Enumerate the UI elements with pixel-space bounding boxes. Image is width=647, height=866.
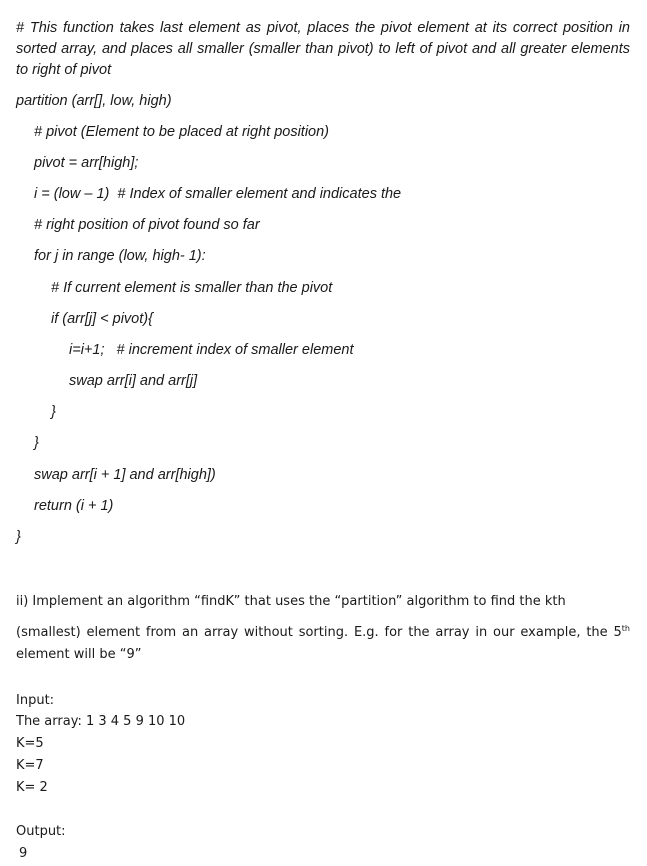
input-k-2: K=7 <box>16 758 44 773</box>
code-pivot-comment: # pivot (Element to be placed at right position) <box>34 124 329 140</box>
code-return: return (i + 1) <box>34 498 114 514</box>
output-label: Output: <box>16 824 66 839</box>
question-superscript: th <box>621 624 630 633</box>
code-swap-outer: swap arr[i + 1] and arr[high]) <box>34 467 216 483</box>
input-k-3: K= 2 <box>16 780 48 795</box>
code-partition-signature: partition (arr[], low, high) <box>16 93 172 109</box>
code-close-func: } <box>16 529 21 545</box>
code-i-assign: i = (low – 1) # Index of smaller element and indicates the <box>34 186 402 202</box>
code-for-loop: for j in range (low, high- 1): <box>34 248 206 264</box>
question-line-1: ii) Implement an algorithm “findK” that uses the “partition” algorithm to find the kth <box>16 594 566 609</box>
code-i-comment-cont: # right position of pivot found so far <box>34 217 260 233</box>
code-if-stmt: if (arr[j] < pivot){ <box>51 311 153 327</box>
output-value: 9 <box>19 846 28 861</box>
code-swap-inner: swap arr[i] and arr[j] <box>69 373 198 389</box>
input-array-line: The array: 1 3 4 5 9 10 10 <box>16 714 186 729</box>
question-body <box>16 622 630 666</box>
code-if-comment: # If current element is smaller than the pivot <box>51 280 333 296</box>
question-line-3: element will be “9” <box>16 647 142 662</box>
code-close-for: } <box>34 435 39 451</box>
code-close-if: } <box>51 404 56 420</box>
question-line-2: (smallest) element from an array without sorting. E.g. for the array in our example, the 5 <box>16 625 622 640</box>
code-increment: i=i+1; # increment index of smaller element <box>69 342 354 358</box>
function-header-comment: # This function takes last element as pivot, places the pivot element at its correct position in sorted array, and places all smaller (smaller than pivot) to left of pivot and all greater elements to right of pivot <box>16 20 630 78</box>
input-label: Input: <box>16 693 55 708</box>
input-k-1: K=5 <box>16 736 44 751</box>
code-pivot-assign: pivot = arr[high]; <box>34 155 139 171</box>
